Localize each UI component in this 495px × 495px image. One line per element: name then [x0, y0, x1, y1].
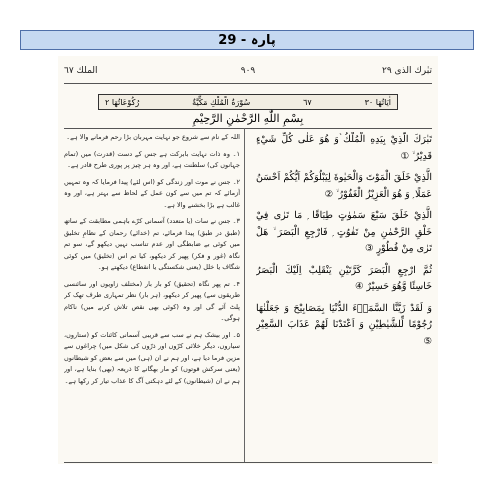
urdu-verse: اللہ کے نام سے شروع جو نہایت مہربان بڑا رحم فرمانے والا ہے۔: [66, 133, 240, 141]
header-rule: [64, 83, 432, 84]
surah-name: سُوْرَةُ الْمُلْكِ مَكِّيَّةٌ: [192, 97, 251, 107]
arabic-verse: وَ لَقَدْ زَيَّنَّا السَّمَاۗءَ الدُّنْيَا بِمَصَابِيْحَ وَ جَعَلْنٰهَا رُجُوْمًا لِّلشَّيٰطِيْنِ وَ اَعْتَدْنَا لَهُمْ عَذَابَ السَّعِيْرِ ⑤: [256, 302, 432, 347]
urdu-translation-column: [64, 132, 240, 460]
bismillah: بِسْمِ اللّٰهِ الرَّحْمٰنِ الرَّحِيْمِ: [192, 112, 304, 125]
text-top-rule: [64, 128, 432, 129]
surah-running-title: الملك ٦٧: [64, 66, 98, 76]
para-banner: [20, 30, 474, 50]
column-divider: [244, 128, 245, 462]
arabic-verse: تَبٰرَكَ الَّذِيْ بِيَدِهِ الْمُلْكُ ۡوَ هُوَ عَلٰى كُلِّ شَيْءٍ قَدِيْرُ ۙ ①: [256, 134, 432, 162]
urdu-verse: ۱۔ وہ ذات نہایت بابرکت ہے جس کے دست (قدرت) میں (تمام جہانوں کی) سلطنت ہے، اور وہ ہر چیز پر پوری طرح قادر ہے۔: [64, 149, 240, 169]
urdu-verse: ۲۔ جس نے موت اور زندگی کو (اس لئے) پیدا فرمایا کہ وہ تمہیں آزمائے کہ تم میں سے کون عمل کے لحاظ سے بہتر ہے، اور وہ غالب ہے بڑا بخشنے والا ہے۔: [64, 177, 240, 209]
surah-number: ٦٧: [303, 97, 312, 107]
ayat-count: اٰيَاتُهَا ٣٠: [364, 97, 391, 107]
ruku-count: رُكُوْعَاتُهَا ٢: [105, 97, 140, 107]
para-title: پارہ - 29: [218, 32, 276, 48]
running-head: [64, 66, 432, 80]
urdu-verse: ۴۔ تم پھر نگاہ (تحقیق) کو بار بار (مختلف زاویوں اور سائنسی طریقوں سے) پھیر کر دیکھو، (ہر بار) نظر تمہاری طرف تھک کر پلٹ آئے گی اور وہ (کوئی بھی نقص تلاش کرنے میں) ناکام ہوگی۔: [64, 279, 240, 322]
juz-name: تبٰرك الذى ٢٩: [381, 66, 432, 76]
quran-page: [58, 56, 438, 464]
page-number: ٩٠٩: [240, 66, 256, 76]
arabic-verse: الَّذِيْ خَلَقَ الْمَوْتَ وَالْحَيٰوةَ لِيَبْلُوَكُمْ اَيُّكُمْ اَحْسَنُ عَمَلًا ۭ وَ هُوَ الْعَزِيْزُ الْغَفُوْرُ ۙ ②: [256, 172, 432, 200]
urdu-verse: ۵۔ اور بیشک ہم نے سب سے قریبی آسمانی کائنات کو (ستاروں، سیاروں، دیگر خلائی کرّوں اور ذرّوں کی شکل میں) چراغوں سے مزین فرما دیا ہے، اور ہم نے ان (ہی) میں سے بعض کو شیطانوں (یعنی سرکش قوتوں) کو مار بھگانے کا ذریعہ (بھی) بنایا ہے، اور ہم نے ان (شیطانوں) کے لئے دہکتی آگ کا عذاب تیار کر رکھا ہے۔: [64, 330, 240, 385]
arabic-verse: ثُمَّ ارْجِعِ الْبَصَرَ كَرَّتَيْنِ يَنْقَلِبْ اِلَيْكَ الْبَصَرُ خَاسِئًا وَّهُوَ حَسِيْرٌ ④: [256, 264, 432, 292]
arabic-verse: الَّذِيْ خَلَقَ سَبْعَ سَمٰوٰتٍ طِبَاقًا ۭ مَا تَرٰى فِيْ خَلْقِ الرَّحْمٰنِ مِنْ تَفٰوُتٍ ۭ فَارْجِعِ الْبَصَرَ ۙ هَلْ تَرٰى مِنْ فُطُوْرٍ ③: [256, 210, 432, 254]
urdu-verse: ۳۔ جس نے سات (یا متعدد) آسمانی کرّے باہمی مطابقت کے ساتھ (طبق در طبق) پیدا فرمائے، تم (خدائے) رحمان کے نظامِ تخلیق میں کوئی بے ضابطگی اور عدم تناسب نہیں دیکھو گے، سو تم نگاہ (غور و فکر) پھیر کر دیکھو، کیا تم اس (تخلیق) میں کوئی شگاف یا خلل (یعنی شکستگی یا انقطاع) دیکھتے ہو۔: [64, 217, 240, 271]
text-bottom-rule: [64, 462, 432, 463]
arabic-column: [256, 132, 432, 460]
surah-header: [98, 94, 398, 110]
